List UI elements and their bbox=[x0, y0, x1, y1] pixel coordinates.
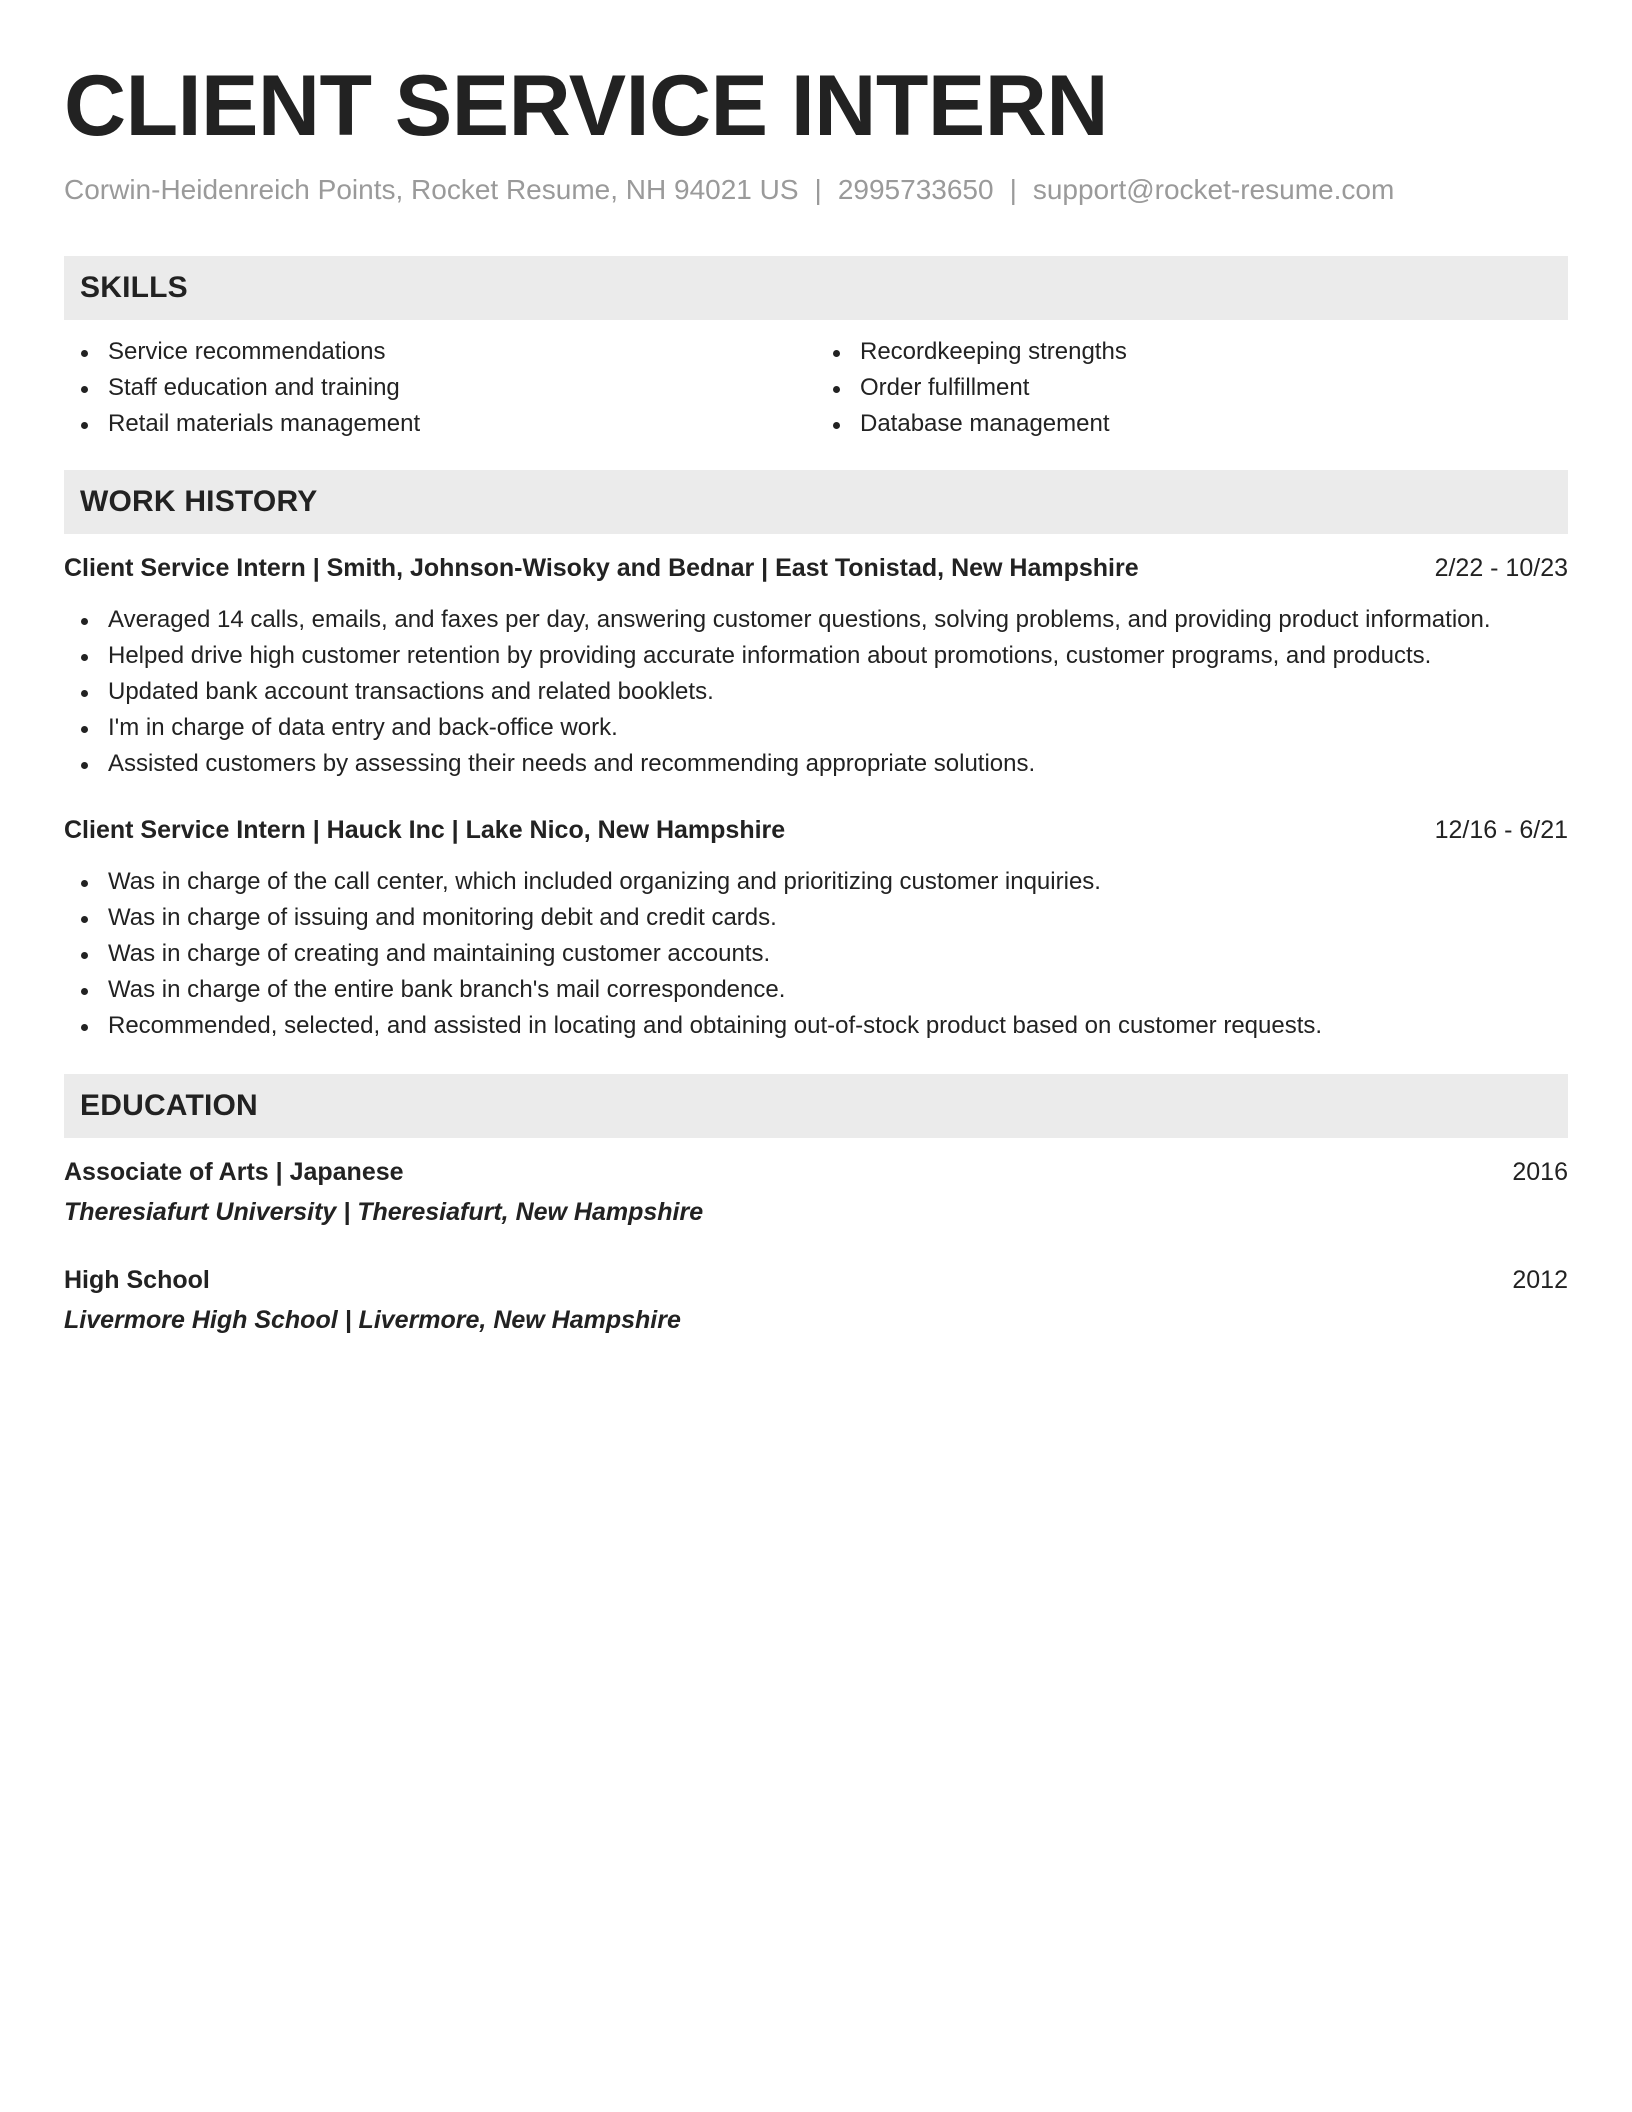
job-bullet: Updated bank account transactions and related booklets. bbox=[64, 674, 1568, 710]
education-section-header bbox=[64, 1074, 1568, 1138]
job-bullet: Was in charge of the call center, which included organizing and prioritizing customer inquiries. bbox=[64, 864, 1568, 900]
education-school: Livermore High School | Livermore, New Hampshire bbox=[64, 1306, 681, 1334]
job-bullet: Assisted customers by assessing their needs and recommending appropriate solutions. bbox=[64, 746, 1568, 782]
job-dates: 2/22 - 10/23 bbox=[1434, 554, 1568, 582]
contact-phone: 2995733650 bbox=[837, 174, 994, 205]
job-entry bbox=[64, 550, 1568, 782]
job-bullet: I'm in charge of data entry and back-office work. bbox=[64, 710, 1568, 746]
education-heading: EDUCATION bbox=[80, 1089, 258, 1122]
job-bullets bbox=[64, 864, 1568, 1044]
skill-item: Retail materials management bbox=[64, 406, 816, 442]
education-entry bbox=[64, 1262, 1568, 1338]
skills-heading: SKILLS bbox=[80, 271, 188, 304]
job-bullet: Was in charge of issuing and monitoring debit and credit cards. bbox=[64, 900, 1568, 936]
skill-item: Recordkeeping strengths bbox=[816, 334, 1568, 370]
job-header bbox=[64, 812, 1568, 848]
education-year: 2016 bbox=[1512, 1158, 1568, 1186]
education-degree: Associate of Arts | Japanese bbox=[64, 1158, 404, 1186]
job-header bbox=[64, 550, 1568, 586]
skill-item: Order fulfillment bbox=[816, 370, 1568, 406]
skills-section-header bbox=[64, 256, 1568, 320]
job-entry bbox=[64, 812, 1568, 1044]
contact-separator: | bbox=[814, 174, 822, 205]
skills-list bbox=[64, 334, 1568, 442]
education-school: Theresiafurt University | Theresiafurt, New Hampshire bbox=[64, 1198, 704, 1226]
job-bullet: Helped drive high customer retention by providing accurate information about promotions, customer programs, and products. bbox=[64, 638, 1568, 674]
skill-item: Service recommendations bbox=[64, 334, 816, 370]
work-section-header bbox=[64, 470, 1568, 534]
job-bullet: Recommended, selected, and assisted in locating and obtaining out-of-stock product based on customer requests. bbox=[64, 1008, 1568, 1044]
skill-item: Staff education and training bbox=[64, 370, 816, 406]
job-bullets bbox=[64, 602, 1568, 782]
job-bullet: Averaged 14 calls, emails, and faxes per day, answering customer questions, solving problems, and providing product information. bbox=[64, 602, 1568, 638]
contact-email: support@rocket-resume.com bbox=[1032, 174, 1395, 205]
job-title: Client Service Intern | Smith, Johnson-Wisoky and Bednar | East Tonistad, New Hampshire bbox=[64, 554, 1139, 582]
education-entry bbox=[64, 1154, 1568, 1230]
work-heading: WORK HISTORY bbox=[80, 485, 318, 518]
education-year: 2012 bbox=[1512, 1266, 1568, 1294]
education-header bbox=[64, 1154, 1568, 1190]
contact-separator: | bbox=[1009, 174, 1017, 205]
skills-column-left bbox=[64, 334, 816, 442]
education-header bbox=[64, 1262, 1568, 1298]
candidate-name: CLIENT SERVICE INTERN bbox=[64, 58, 1108, 154]
job-bullet: Was in charge of creating and maintaining customer accounts. bbox=[64, 936, 1568, 972]
job-bullet: Was in charge of the entire bank branch's mail correspondence. bbox=[64, 972, 1568, 1008]
job-dates: 12/16 - 6/21 bbox=[1434, 816, 1568, 844]
skill-item: Database management bbox=[816, 406, 1568, 442]
contact-address: Corwin-Heidenreich Points, Rocket Resume, NH 94021 US bbox=[64, 174, 799, 205]
job-title: Client Service Intern | Hauck Inc | Lake Nico, New Hampshire bbox=[64, 816, 786, 844]
skills-column-right bbox=[816, 334, 1568, 442]
contact-line bbox=[64, 172, 1568, 208]
education-degree: High School bbox=[64, 1266, 210, 1294]
